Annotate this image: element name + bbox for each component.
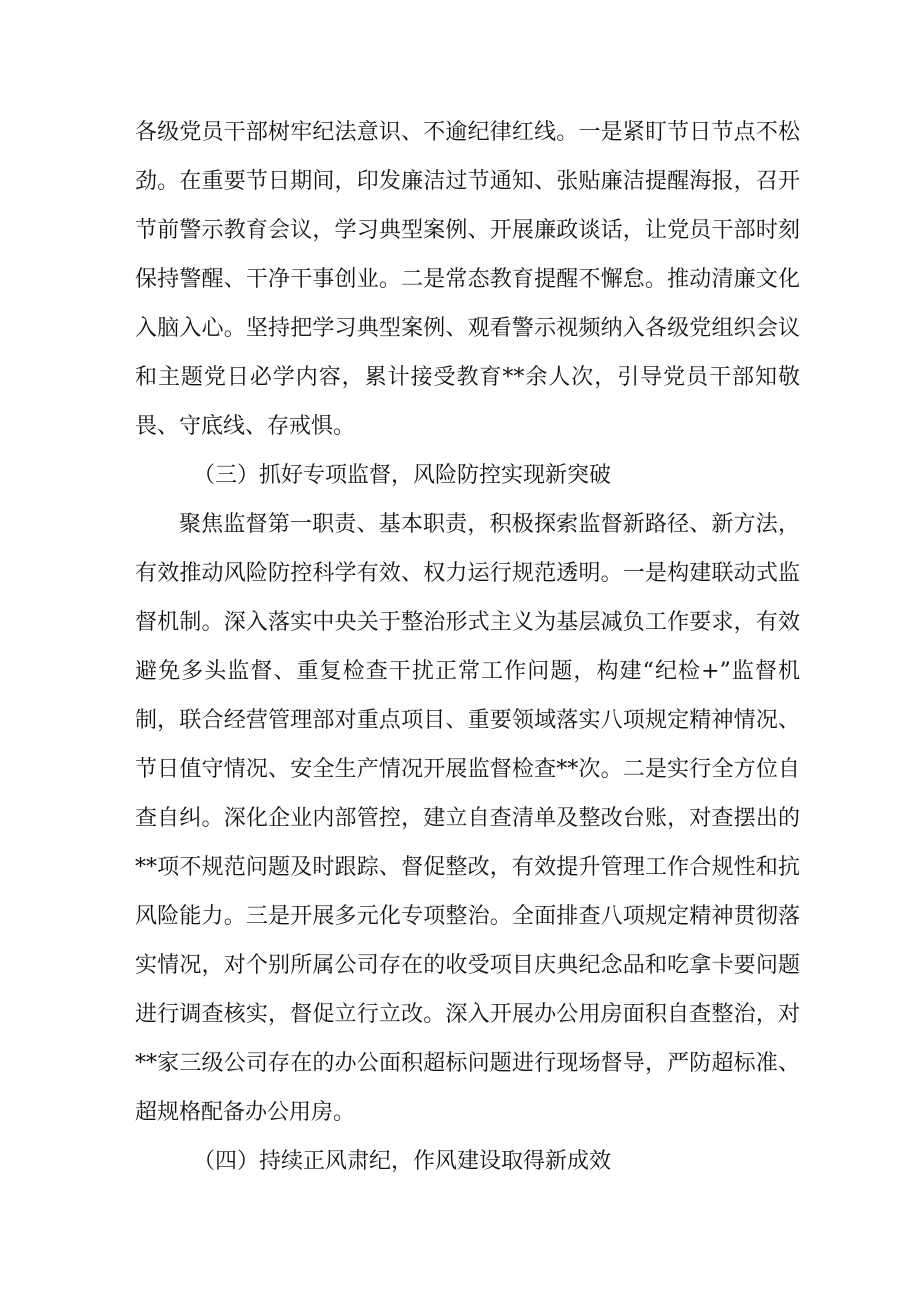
paragraph-discipline-education: 各级党员干部树牢纪法意识、不逾纪律红线。一是紧盯节日节点不松劲。在重要节日期间，印发廉洁过节通知、张贴廉洁提醒海报，召开节前警示教育会议，学习典型案例、开展廉政谈话，让党员干部时刻保持警醒、干净干事创业。二是常态教育提醒不懈怠。推动清廉文化入脑入心。坚持把学习典型案例、观看警示视频纳入各级党组织会议和主题党日必学内容，累计接受教育**余人次，引导党员干部知敬畏、守底线、存戒惧。 [135,120,800,439]
document-body [135,108,800,1186]
section-heading-4: （四）持续正风肃纪，作风建设取得新成效 [193,1149,612,1174]
paragraph-special-supervision: 聚焦监督第一职责、基本职责，积极探索监督新路径、新方法，有效推动风险防控科学有效、权力运行规范透明。一是构建联动式监督机制。深入落实中央关于整治形式主义为基层减负工作要求，有效避免多头监督、重复检查干扰正常工作问题，构建“纪检+”监督机制，联合经营管理部对重点项目、重要领域落实八项规定精神情况、节日值守情况、安全生产情况开展监督检查**次。二是实行全方位自查自纠。深化企业内部管控，建立自查清单及整改台账，对查摆出的**项不规范问题及时跟踪、督促整改，有效提升管理工作合规性和抗风险能力。三是开展多元化专项整治。全面排查八项规定精神贯彻落实情况，对个别所属公司存在的收受项目庆典纪念品和吃拿卡要问题进行调查核实，督促立行立改。深入开展办公用房面积自查整治，对**家三级公司存在的办公面积超标问题进行现场督导，严防超标准、超规格配备办公用房。 [135,512,800,1125]
section-heading-3: （三）抓好专项监督，风险防控实现新突破 [193,463,612,488]
